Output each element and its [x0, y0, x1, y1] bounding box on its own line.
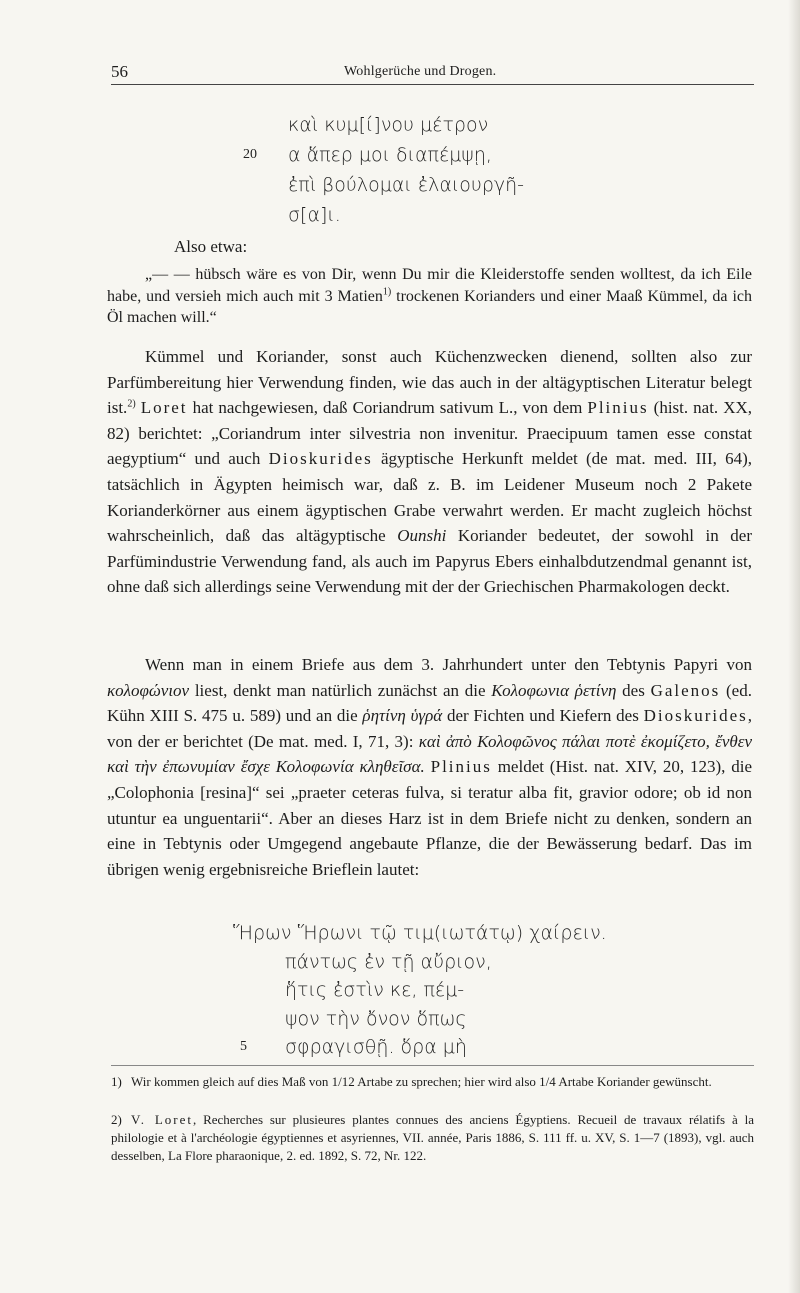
- text-run: Koriander bedeutet, der sowohl in der Parfümindustrie Verwendung fand, als auch im Papyrus Ebers einhalbdutzendmal genannt ist, ohne daß sich allerdings seine Verwendung mit der der Griechischen Pharmakologen deckt.: [107, 526, 752, 597]
- text-run: Artabe Koriander gewünscht.: [555, 1074, 712, 1089]
- author-name: V. Loret: [131, 1112, 193, 1127]
- text-run: , von der er berichtet (De mat. med. I, 71, 3):: [107, 706, 753, 751]
- fraction: 1/4: [539, 1074, 556, 1089]
- footnote-ref: 2): [127, 398, 136, 410]
- quote-text: „— — hübsch wäre es von Dir, wenn Du mir die Kleiderstoffe senden wolltest, da ich Eile habe, und versieh mich auch mit 3 Matien: [107, 266, 752, 305]
- text-run: meldet (Hist. nat. XIV, 20, 123), die „Colophonia [resina]“ sei „praeter ceteras fulva, si teratur alba fit, gravior odore; ob id non utuntur ea unguentarii“. Aber an dieses Harz ist in dem Briefe nicht zu denken, sondern an eine in Tebtynis oder Umgegend angebaute Pflanze, die der Bewässerung bedarf. Das im übrigen wenig ergebnisreiche Brieflein lautet:: [107, 757, 753, 879]
- line-number: 5: [240, 1039, 247, 1054]
- greek-line: [243, 140, 524, 170]
- text-run: Artabe zu sprechen; hier wird also: [354, 1074, 540, 1089]
- footnote-2: [111, 1111, 754, 1165]
- text-run: der Fichten und Kiefern des: [442, 706, 644, 726]
- text-run: (hist. nat. XX, 82) berichtet: „Coriandrum inter silvestria non invenitur. Praecipuum tamen esse constat aegyptium“ und auch: [107, 398, 753, 469]
- quote-text-end: trockenen Korianders und einer Maaß Kümmel, da ich Öl machen will.“: [107, 287, 752, 326]
- footnote-ref: 1): [382, 286, 392, 298]
- fraction: 1/12: [331, 1074, 355, 1089]
- text-run: Kümmel und Koriander, sonst auch Küchenzwecken dienend, sollten also zur Parfümbereitung hier Verwendung finden, wie das auch in der altägyptischen Literatur belegt ist.: [107, 347, 752, 418]
- greek-quotation-2: [233, 919, 659, 1062]
- author-name: Dioskurides: [268, 449, 373, 469]
- author-name: Plinius: [430, 757, 492, 777]
- body-paragraph-1: [107, 344, 752, 600]
- greek-line-text: α ἅπερ μοι διαπέμψῃ,: [288, 144, 492, 166]
- greek-line: Ἥρων Ἥρωνι τῷ τιμ(ιωτάτῳ) χαίρειν.: [233, 922, 607, 944]
- running-title: Wohlgerüche und Drogen.: [344, 64, 497, 79]
- text-run: des: [616, 680, 651, 700]
- footnote-1: [111, 1073, 754, 1091]
- greek-line-text: σφραγισθῇ. ὅρα μὴ: [285, 1036, 467, 1058]
- greek-line: ἐπὶ βούλομαι ἐλαιουργῆ-: [288, 174, 525, 196]
- greek-line: ψον τὴν ὄνον ὅπως: [285, 1007, 467, 1030]
- greek-quote: καὶ ἀπὸ Κολοφῶνος πάλαι ποτὲ ἐκομίζετο, ἔνθεν καὶ τὴν ἐπωνυμίαν ἔσχε Κολοφωνία κληθεῖσα.: [107, 731, 752, 777]
- author-name: Galenos: [650, 680, 721, 700]
- text-run: ägyptische Herkunft meldet (de mat. med. III, 64), tatsächlich in Ägypten heimisch war, daß z. B. im Leidener Museum noch 2 Pakete Korianderkörner aus einem ägyptischen Grabe verwahrt werden. Er macht zugleich höchst wahrscheinlich, daß das altägyptische: [107, 449, 752, 546]
- greek-line: καὶ κυμ[ί]νου μέτρον: [288, 114, 489, 136]
- text-run: , Recherches sur plusieures plantes connues des anciens Égyptiens. Recueil de travaux rélatifs à la philologie et à l'archéologie égyptiennes et asyriennes, VII. année, Paris 1886, S. 111 ff. u. XV, S. 1—7 (1893), vgl. auch desselben, La Flore pharaonique, 2. ed. 1892, S. 72, Nr. 122.: [111, 1112, 754, 1163]
- author-name: Loret: [140, 398, 188, 418]
- greek-term: κολοφώνιον: [107, 680, 190, 700]
- translation-quote: [107, 264, 752, 329]
- greek-line: ἥτις ἐστὶν κε, πέμ-: [285, 979, 465, 1001]
- translation-label: Also etwa:: [174, 237, 248, 256]
- author-name: Plinius: [587, 398, 649, 418]
- body-paragraph-2: [107, 652, 752, 882]
- page-number: 56: [111, 62, 128, 81]
- greek-line: [240, 1033, 659, 1062]
- page-header: [111, 58, 754, 85]
- author-name: Dioskurides: [643, 706, 748, 726]
- line-number: 20: [243, 147, 257, 162]
- footnote-mark: 1): [111, 1074, 122, 1089]
- text-run: hat nachgewiesen, daß Coriandrum sativum L., von dem: [187, 398, 588, 418]
- greek-term: ῥητίνη ὑγρά: [362, 706, 443, 726]
- greek-term: Κολοφωνια ῥετίνη: [491, 680, 617, 700]
- greek-quotation-1: [243, 110, 525, 230]
- footnote-mark: 2): [111, 1112, 122, 1127]
- greek-line: πάντως ἐν τῇ αὔριον,: [285, 950, 492, 973]
- text-run: Wir kommen gleich auf dies Maß von: [131, 1074, 332, 1089]
- footnote-rule: [111, 1065, 754, 1066]
- page-edge-shadow: [788, 0, 800, 1293]
- text-run: liest, denkt man natürlich zunächst an die: [189, 680, 492, 700]
- text-run: (ed. Kühn XIII S. 475 u. 589) und an die: [107, 680, 752, 726]
- greek-line: σ[α]ι.: [288, 204, 341, 226]
- text-run: Wenn man in einem Briefe aus dem 3. Jahrhundert unter den Tebtynis Papyri von: [145, 655, 752, 674]
- italic-term: Ounshi: [397, 526, 447, 546]
